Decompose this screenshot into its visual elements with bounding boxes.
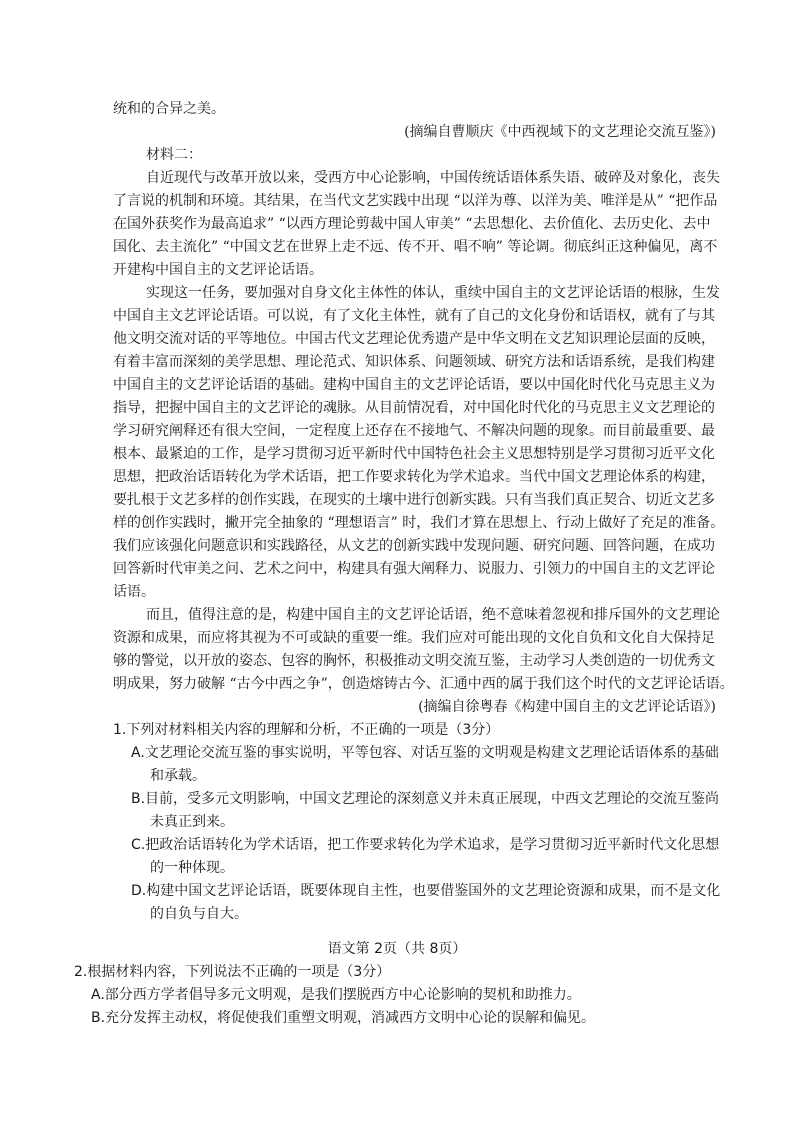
paragraph-line: 中国自主的文艺评论话语的基础。建构中国自主的文艺评论话语，要以中国化时代化马克思主义为 [113,377,715,393]
paragraph-line: 指导，把握中国自主的文艺评论的魂脉。从目前情况看，对中国化时代化的马克思主义文艺理论的 [113,400,715,416]
paragraph-line: 思想，把政治话语转化为学术话语，把工作要求转化为学术追求。当代中国文艺理论体系的构建， [113,469,715,485]
paragraph-line: 根本、最紧迫的工作，是学习贯彻习近平新时代中国特色社会主义思想特别是学习贯彻习近平文化 [113,446,715,462]
question-2-option-b[interactable]: B.充分发挥主动权，将促使我们重塑文明观，消减西方文明中心论的误解和偏见。 [91,1010,596,1026]
paragraph-line: 资源和成果，而应将其视为不可或缺的重要一维。我们应对可能出现的文化自负和文化自大保持足 [113,630,715,646]
paragraph-line: 开建构中国自主的文艺评论话语。 [113,262,323,278]
paragraph-line: 中国自主文艺评论话语。可以说，有了文化主体性，就有了自己的文化身份和话语权，就有了与其 [113,308,715,324]
paragraph-line: 国化、去主流化” “中国文艺在世界上走不远、传不开、唱不响” 等论调。彻底纠正这种偏见，离不 [113,239,718,255]
paragraph-line: 而且，值得注意的是，构建中国自主的文艺评论话语，绝不意味着忽视和排斥国外的文艺理论 [146,607,720,623]
page-footer: 语文第 2页（共 8页） [327,941,467,957]
paragraph-line: 在国外获奖作为最高追求” “以西方理论剪裁中国人审美” “去思想化、去价值化、去历史化、去中 [113,216,711,232]
material-2-heading: 材料二： [146,147,202,163]
paragraph-line: 了言说的机制和环境。其结果，在当代文艺实践中出现 “以洋为尊、以洋为美、唯洋是从” “把作品 [113,193,718,209]
question-2-stem: 2.根据材料内容，下列说法不正确的一项是（3分） [74,964,391,980]
source-citation-1: (摘编自曹顺庆《中西视域下的文艺理论交流互鉴》) [404,124,716,140]
continuation-text: 统和的合异之美。 [113,101,225,117]
option-line: 未真正到来。 [150,814,234,830]
paragraph-line: 回答新时代审美之问、艺术之问中，构建具有强大阐释力、说服力、引领力的中国自主的文艺评论 [113,561,715,577]
source-citation-2: (摘编自徐粤春《构建中国自主的文艺评论话语》) [418,699,716,715]
option-line: 和承载。 [150,768,206,784]
paragraph-line: 要扎根于文艺多样的创作实践，在现实的土壤中进行创新实践。只有当我们真正契合、切近文艺多 [113,492,715,508]
paragraph-line: 我们应该强化问题意识和实践路径，从文艺的创新实践中发现问题、研究问题、回答问题，在成功 [113,538,715,554]
paragraph-line: 明成果，努力破解 “古今中西之争”，创造熔铸古今、汇通中西的属于我们这个时代的文艺评论话语。 [113,676,734,692]
option-line: 的自负与自大。 [150,906,248,922]
paragraph-line: 学习研究阐释还有很大空间，一定程度上还存在不接地气、不解决问题的现象。而目前最重要、最 [113,423,715,439]
option-line: 的一种体现。 [150,860,234,876]
question-1-stem: 1.下列对材料相关内容的理解和分析，不正确的一项是（3分） [113,722,500,738]
option-line: C.把政治话语转化为学术话语，把工作要求转化为学术追求，是学习贯彻习近平新时代文化思想 [131,837,720,853]
paragraph-line: 自近现代与改革开放以来，受西方中心论影响，中国传统话语体系失语、破碎及对象化，丧失 [146,170,720,186]
paragraph-line: 话语。 [113,584,155,600]
paragraph-line: 有着丰富而深刻的美学思想、理论范式、知识体系、问题领域、研究方法和话语系统，是我们构建 [113,354,715,370]
option-line: A.文艺理论交流互鉴的事实说明，平等包容、对话互鉴的文明观是构建文艺理论话语体系的基础 [131,745,719,761]
paragraph-line: 够的警觉，以开放的姿态、包容的胸怀，积极推动文明交流互鉴，主动学习人类创造的一切优秀文 [113,653,715,669]
paragraph-line: 实现这一任务，要加强对自身文化主体性的体认，重续中国自主的文艺评论话语的根脉，生发 [146,285,720,301]
paragraph-line: 样的创作实践时，撇开完全抽象的 “理想语言” 时，我们才算在思想上、行动上做好了充足的准备。 [113,515,725,531]
question-2-option-a[interactable]: A.部分西方学者倡导多元文明观，是我们摆脱西方中心论影响的契机和助推力。 [91,987,581,1003]
option-line: B.目前，受多元文明影响，中国文艺理论的深刻意义并未真正展现，中西文艺理论的交流互鉴尚 [131,791,720,807]
paragraph-line: 他文明交流对话的平等地位。中国古代文艺理论优秀遗产是中华文明在文艺知识理论层面的反映， [113,331,715,347]
option-line: D.构建中国文艺评论话语，既要体现自主性，也要借鉴国外的文艺理论资源和成果，而不是文化 [131,883,721,899]
